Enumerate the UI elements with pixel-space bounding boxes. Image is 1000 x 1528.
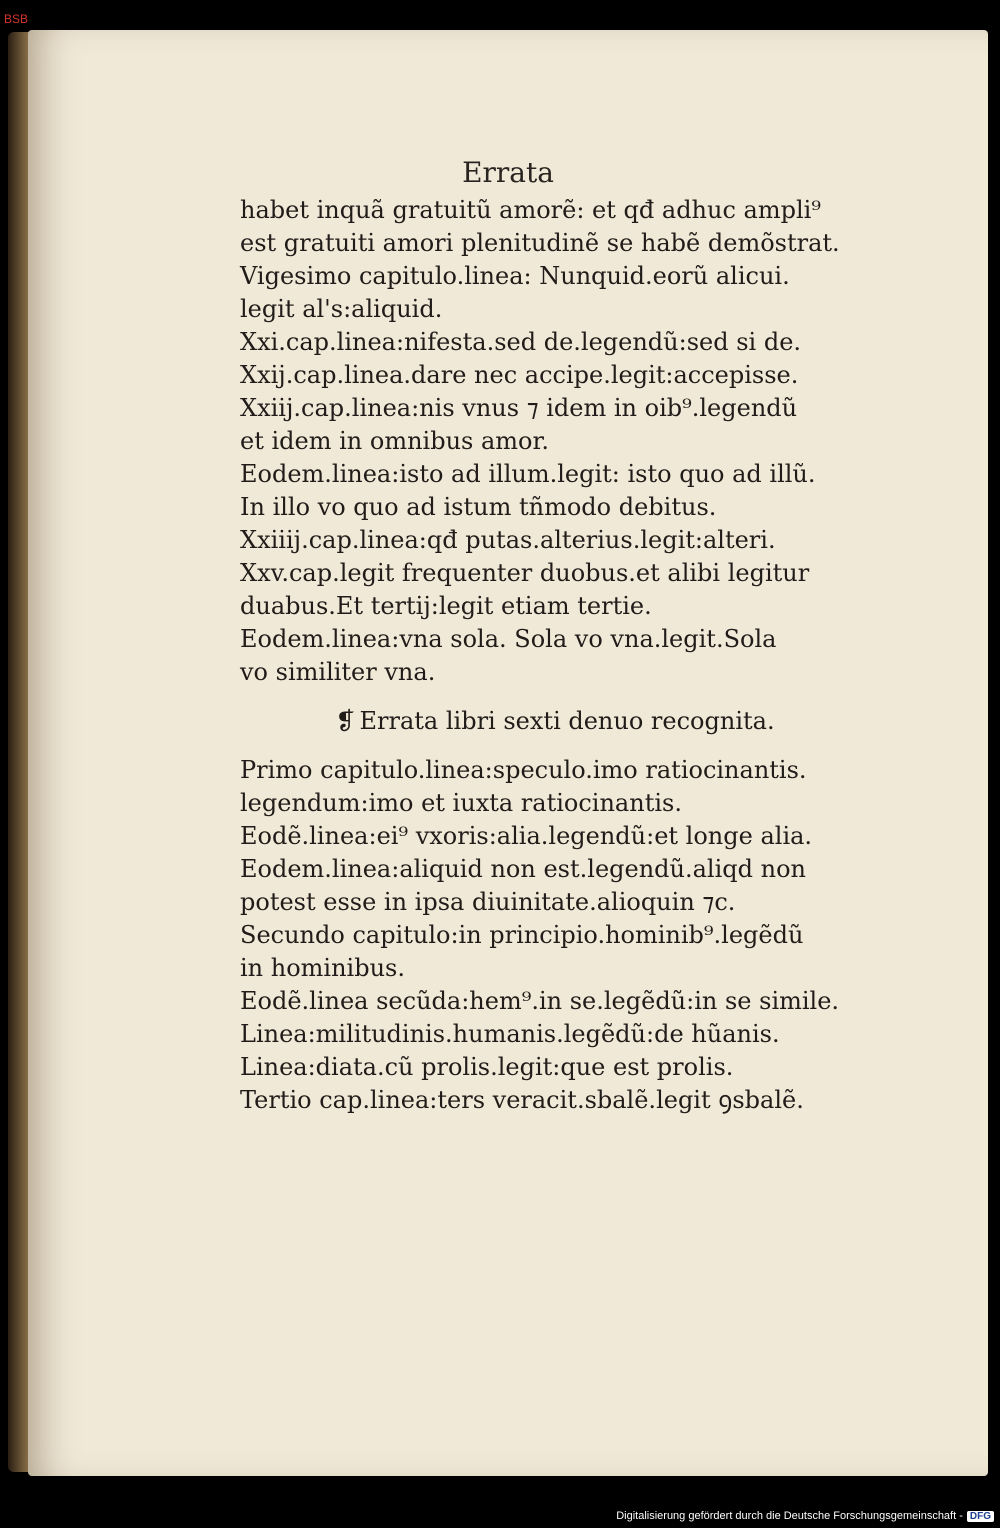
text-line: Primo capitulo.linea:speculo.imo ratiocinantis. [240, 756, 807, 784]
footer-credit [616, 1510, 994, 1522]
text-line: In illo vo quo ad istum tñmodo debitus. [240, 493, 717, 521]
text-line: Eodẽ.linea:ei⁹ vxoris:alia.legendũ:et longe alia. [240, 822, 813, 850]
text-line: est gratuiti amori plenitudinẽ se habẽ demõstrat. [240, 229, 840, 257]
text-line: Eodẽ.linea secũda:hem⁹.in se.legẽdũ:in se simile. [240, 987, 840, 1015]
pilcrow-icon: ❡ [335, 707, 356, 735]
errata-list-part2 [240, 754, 940, 1117]
text-line: duabus.Et tertij:legit etiam tertie. [240, 592, 652, 620]
footer-text: Digitalisierung gefördert durch die Deutsche Forschungsgemeinschaft - [616, 1510, 963, 1522]
bsb-watermark: BSB [4, 12, 29, 26]
errata-text [240, 194, 940, 1117]
text-line: legendum:imo et iuxta ratiocinantis. [240, 789, 682, 817]
text-line: Tertio cap.linea:ters veracit.sbalẽ.legit ꝯsbalẽ. [240, 1086, 804, 1114]
text-line: Eodem.linea:vna sola. Sola vo vna.legit.Sola [240, 625, 777, 653]
text-line: Xxi.cap.linea:nifesta.sed de.legendũ:sed si de. [240, 328, 802, 356]
text-line: et idem in omnibus amor. [240, 427, 549, 455]
text-line: Eodem.linea:aliquid non est.legendũ.aliqd non [240, 855, 806, 883]
text-line: vo similiter vna. [240, 658, 436, 686]
text-line: Linea:militudinis.humanis.legẽdũ:de hũanis. [240, 1020, 780, 1048]
dfg-logo: DFG [967, 1511, 994, 1522]
text-line: Linea:diata.cũ prolis.legit:que est prolis. [240, 1053, 734, 1081]
text-line: Vigesimo capitulo.linea: Nunquid.eorũ alicui. [240, 262, 790, 290]
section-title-text: Errata libri sexti denuo recognita. [359, 707, 775, 735]
section-title [170, 705, 940, 738]
text-line: habet inquã gratuitũ amorẽ: et qđ adhuc ampli⁹ [240, 196, 821, 224]
page-heading: Errata [462, 156, 554, 189]
text-line: in hominibus. [240, 954, 405, 982]
text-line: Xxij.cap.linea.dare nec accipe.legit:accepisse. [240, 361, 799, 389]
text-line: Xxiij.cap.linea:nis vnus ⁊ idem in oib⁹.legendũ [240, 394, 798, 422]
text-line: Eodem.linea:isto ad illum.legit: isto quo ad illũ. [240, 460, 816, 488]
errata-list-part1 [240, 194, 940, 689]
text-line: legit al's:aliquid. [240, 295, 443, 323]
text-line: Secundo capitulo:in principio.hominib⁹.legẽdũ [240, 921, 804, 949]
book-page [28, 30, 988, 1476]
text-line: Xxiiij.cap.linea:qđ putas.alterius.legit:alteri. [240, 526, 776, 554]
text-line: potest esse in ipsa diuinitate.alioquin ⁊c. [240, 888, 736, 916]
text-line: Xxv.cap.legit frequenter duobus.et alibi legitur [240, 559, 810, 587]
